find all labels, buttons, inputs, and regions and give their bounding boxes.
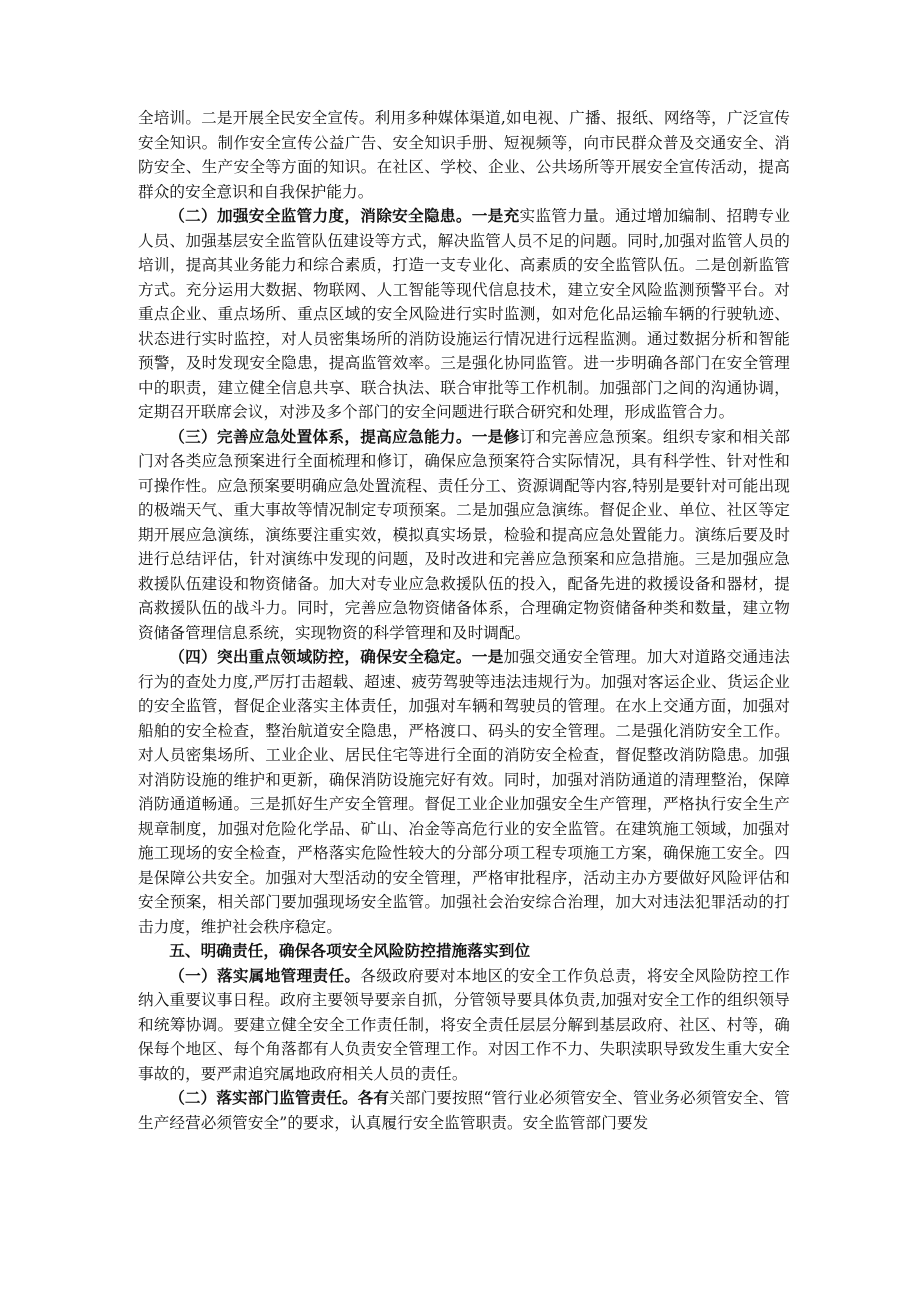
paragraph-supervision — [138, 204, 790, 425]
paragraph-text: 加强交通安全管理。加大对道路交通违法行为的查处力度,严厉打击超载、超速、疲劳驾驶等违法违规行为。加强对客运企业、货运企业的安全监管，督促企业落实主体责任，加强对车辆和驾驶员的管理。在水上交通方面，加强对船舶的安全检查，整治航道安全隐患，严格渡口、码头的安全管理。二是强化消防安全工作。对人员密集场所、工业企业、居民住宅等进行全面的消防安全检查，督促整改消防隐患。加强对消防设施的维护和更新，确保消防设施完好有效。同时，加强对消防通道的清理整治，保障消防通道畅通。三是抓好生产安全管理。督促工业企业加强安全生产管理，严格执行安全生产规章制度，加强对危险化学品、矿山、冶金等高危行业的安全监管。在建筑施工领域，加强对施工现场的安全检查，严格落实危险性较大的分部分项工程专项施工方案，确保施工安全。四是保障公共安全。加强对大型活动的安全管理，严格审批程序，活动主办方要做好风险评估和安全预案，相关部门要加强现场安全监管。加强社会治安综合治理，加大对违法犯罪活动的打击力度，维护社会秩序稳定。 — [138, 648, 790, 936]
paragraph-continuation — [138, 106, 790, 204]
paragraph-text: 全培训。二是开展全民安全宣传。利用多种媒体渠道,如电视、广播、报纸、网络等，广泛宣传安全知识。制作安全宣传公益广告、安全知识手册、短视频等，向市民群众普及交通安全、消防安全、生产安全等方面的知识。在社区、学校、企业、公共场所等开展安全宣传活动，提高群众的安全意识和自我保护能力。 — [138, 109, 790, 201]
paragraph-department — [138, 1086, 790, 1135]
section-heading-text: 五、明确责任，确保各项安全风险防控措施落实到位 — [169, 941, 531, 960]
paragraph-lead: （一）落实属地管理责任。 — [169, 965, 361, 985]
paragraph-text: 订和完善应急预案。组织专家和相关部门对各类应急预案进行全面梳理和修订，确保应急预案符合实际情况，具有科学性、针对性和可操作性。应急预案要明确应急处置流程、责任分工、资源调配等内容,特别是要针对可能出现的极端天气、重大事故等情况制定专项预案。二是加强应急演练。督促企业、单位、社区等定期开展应急演练，演练要注重实效，模拟真实场景，检验和提高应急处置能力。演练后要及时进行总结评估，针对演练中发现的问题，及时改进和完善应急预案和应急措施。三是加强应急救援队伍建设和物资储备。加大对专业应急救援队伍的投入，配备先进的救援设备和器材，提高救援队伍的战斗力。同时，完善应急物资储备体系，合理确定物资储备种类和数量，建立物资储备管理信息系统，实现物资的科学管理和及时调配。 — [138, 427, 791, 642]
paragraph-emergency — [138, 425, 790, 646]
paragraph-text: 关部门要按照“管行业必须管安全、管业务必须管安全、管生产经营必须管安全”的要求，认真履行安全监管职责。安全监管部门要发 — [138, 1089, 791, 1132]
paragraph-lead: （四）突出重点领域防控，确保安全稳定。一是 — [169, 647, 504, 666]
paragraph-text: 实监管力量。通过增加编制、招聘专业人员、加强基层安全监管队伍建设等方式，解决监管人员不足的问题。同时,加强对监管人员的培训，提高其业务能力和综合素质，打造一支专业化、高素质的安全监管队伍。二是创新监管方式。充分运用大数据、物联网、人工智能等现代信息技术，建立安全风险监测预警平台。对重点企业、重点场所、重点区域的安全风险进行实时监测，如对危化品运输车辆的行驶轨迹、状态进行实时监控，对人员密集场所的消防设施运行情况进行远程监测。通过数据分析和智能预警，及时发现安全隐患，提高监管效率。三是强化协同监管。进一步明确各部门在安全管理中的职责，建立健全信息共享、联合执法、联合审批等工作机制。加强部门之间的沟通协调，定期召开联席会议，对涉及多个部门的安全问题进行联合研究和处理，形成监管合力。 — [138, 207, 791, 421]
paragraph-lead: （二）落实部门监管责任。各有 — [169, 1088, 390, 1107]
paragraph-key-areas — [138, 645, 790, 939]
document-page — [138, 106, 790, 1135]
section-heading — [138, 939, 790, 964]
paragraph-lead: （三）完善应急处置体系，提高应急能力。一是修 — [169, 426, 520, 446]
paragraph-lead: （二）加强安全监管力度，消除安全隐患。一是充 — [169, 206, 520, 225]
paragraph-text: 各级政府要对本地区的安全工作负总责，将安全风险防控工作纳入重要议事日程。政府主要领导要亲自抓，分管领导要具体负责,加强对安全工作的组织领导和统筹协调。要建立健全安全工作责任制，将安全责任层层分解到基层政府、社区、村等，确保每个地区、每个角落都有人负责安全管理工作。对因工作不力、失职渎职导致发生重大安全事故的，要严肃追究属地政府相关人员的责任。 — [138, 966, 790, 1083]
paragraph-territorial — [138, 964, 790, 1087]
